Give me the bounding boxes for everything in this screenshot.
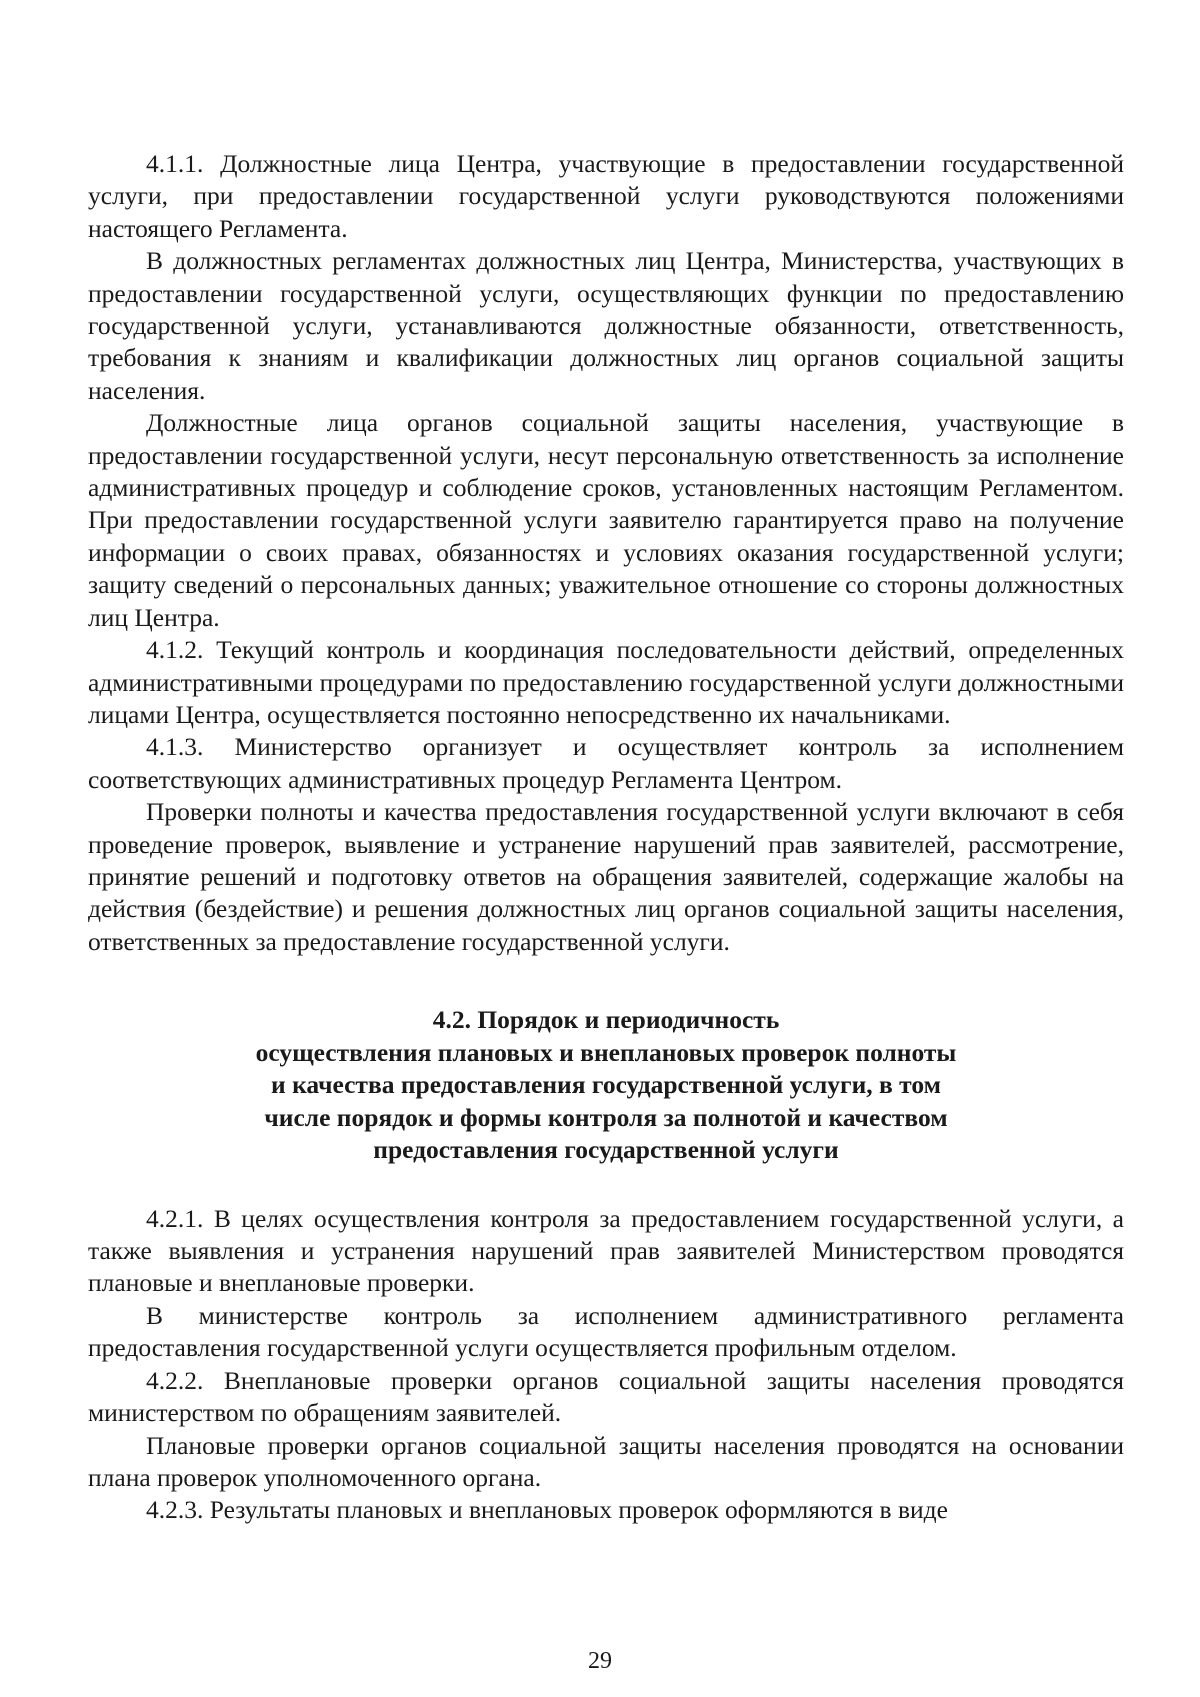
heading-spacer bbox=[88, 1167, 1124, 1203]
heading-line: осуществления плановых и внеплановых проверок полноты bbox=[255, 1037, 957, 1067]
paragraph-4-2-2: 4.2.2. Внеплановые проверки органов социальной защиты населения проводятся министерством по обращениям заявителей. bbox=[88, 1365, 1124, 1428]
paragraph-4-2-3: 4.2.3. Результаты плановых и внеплановых проверок оформляются в виде bbox=[146, 1495, 948, 1525]
heading-line: предоставления государственной услуги bbox=[373, 1135, 839, 1165]
paragraph-planned-inspections: Плановые проверки органов социальной защиты населения проводятся на основании плана проверок уполномоченного органа. bbox=[88, 1430, 1124, 1492]
paragraph-job-regulations: В должностных регламентах должностных лиц Центра, Министерства, участвующих в предоставлении государственной услуги, осуществляющих функции по предоставлению государственной услуги, устанавливаются должностные обязанности, ответственность, требования к знаниям и квалификации должностных лиц органов социальной защиты населения. bbox=[88, 246, 1124, 405]
paragraph-4-1-3: 4.1.3. Министерство организует и осуществляет контроль за исполнением соответствующих административных процедур Регламента Центром. bbox=[88, 732, 1124, 794]
paragraph-4-1-1: 4.1.1. Должностные лица Центра, участвующие в предоставлении государственной услуги, при предоставлении государственной услуги руководствуются положениями настоящего Регламента. bbox=[88, 149, 1124, 243]
document-page bbox=[88, 148, 1124, 1527]
paragraph-inspections-scope: Проверки полноты и качества предоставления государственной услуги включают в себя проведение проверок, выявление и устранение нарушений прав заявителей, рассмотрение, принятие решений и подготовку ответов на обращения заявителей, содержащие жалобы на действия (бездействие) и решения должностных лиц органов социальной защиты населения, ответственных за предоставление государственной услуги. bbox=[88, 797, 1124, 956]
heading-line: и качества предоставления государственной услуги, в том bbox=[271, 1070, 941, 1100]
heading-line: числе порядок и формы контроля за полнотой и качеством bbox=[264, 1102, 948, 1132]
page-number: 29 bbox=[588, 1648, 612, 1674]
paragraph-ministry-control: В министерстве контроль за исполнением административного регламента предоставления государственной услуги осуществляется профильным отделом. bbox=[88, 1300, 1124, 1363]
section-heading-4-2 bbox=[88, 1004, 1124, 1167]
heading-line: 4.2. Порядок и периодичность bbox=[432, 1005, 780, 1035]
paragraph-4-2-1: 4.2.1. В целях осуществления контроля за предоставлением государственной услуги, а также выявления и устранения нарушений прав заявителей Министерством проводятся плановые и внеплановые проверки. bbox=[88, 1203, 1124, 1298]
paragraph-4-1-2: 4.1.2. Текущий контроль и координация последовательности действий, определенных административными процедурами по предоставлению государственной услуги должностными лицами Центра, осуществляется постоянно непосредственно их начальниками. bbox=[88, 635, 1124, 729]
paragraph-personal-responsibility: Должностные лица органов социальной защиты населения, участвующие в предоставлении государственной услуги, несут персональную ответственность за исполнение административных процедур и соблюдение сроков, установленных настоящим Регламентом. При предоставлении государственной услуги заявителю гарантируется право на получение информации о своих правах, обязанностях и условиях оказания государственной услуги; защиту сведений о персональных данных; уважительное отношение со стороны должностных лиц Центра. bbox=[88, 408, 1124, 632]
